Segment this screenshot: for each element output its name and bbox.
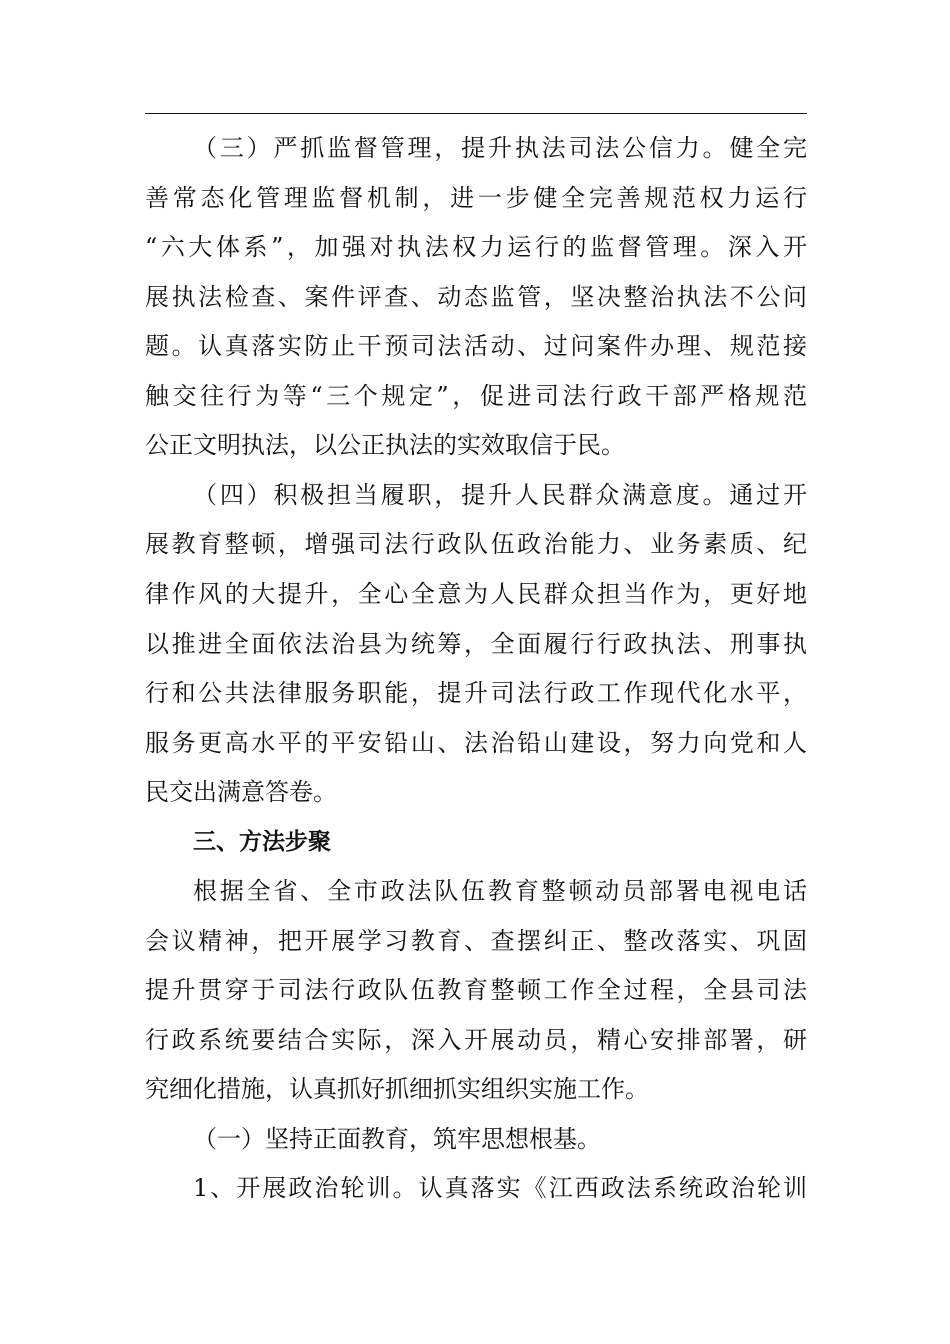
paragraph-line: 究细化措施，认真抓好抓细抓实组织实施工作。 xyxy=(145,1075,649,1103)
paragraph-line: 提升贯穿于司法行政队伍教育整顿工作全过程，全县司法 xyxy=(145,976,807,1004)
header-rule xyxy=(145,113,807,114)
paragraph-line: 根据全省、全市政法队伍教育整顿动员部署电视电话 xyxy=(193,877,807,905)
paragraph-line: 服务更高水平的平安铅山、法治铅山建设，努力向党和人 xyxy=(145,729,807,757)
paragraph-line: 展教育整顿，增强司法行政队伍政治能力、业务素质、纪 xyxy=(145,530,807,558)
paragraph-line: （三）严抓监督管理，提升执法司法公信力。健全完 xyxy=(193,134,807,162)
paragraph-line: （四）积极担当履职，提升人民群众满意度。通过开 xyxy=(193,481,807,509)
paragraph-line: 触交往行为等“三个规定”，促进司法行政干部严格规范 xyxy=(145,382,807,410)
subsection-heading: （一）坚持正面教育，筑牢思想根基。 xyxy=(193,1125,601,1153)
paragraph-line: 展执法检查、案件评查、动态监管，坚决整治执法不公问 xyxy=(145,283,807,311)
paragraph-line: 会议精神，把开展学习教育、查摆纠正、整改落实、巩固 xyxy=(145,927,807,955)
paragraph-line: 律作风的大提升，全心全意为人民群众担当作为，更好地 xyxy=(145,580,807,608)
section-heading: 三、方法步聚 xyxy=(193,829,331,855)
paragraph-line: 行政系统要结合实际，深入开展动员，精心安排部署，研 xyxy=(145,1026,807,1054)
paragraph-line: 行和公共法律服务职能，提升司法行政工作现代化水平， xyxy=(145,679,807,707)
paragraph-line: 民交出满意答卷。 xyxy=(145,778,337,806)
paragraph-line: 善常态化管理监督机制，进一步健全完善规范权力运行 xyxy=(145,184,807,212)
paragraph-line: 公正文明执法，以公正执法的实效取信于民。 xyxy=(145,431,625,459)
paragraph-line: 1、开展政治轮训。认真落实《江西政法系统政治轮训 xyxy=(193,1174,807,1202)
paragraph-line: 以推进全面依法治县为统筹，全面履行行政执法、刑事执 xyxy=(145,630,807,658)
paragraph-line: “六大体系”，加强对执法权力运行的监督管理。深入开 xyxy=(145,233,807,261)
paragraph-line: 题。认真落实防止干预司法活动、过问案件办理、规范接 xyxy=(145,332,807,360)
